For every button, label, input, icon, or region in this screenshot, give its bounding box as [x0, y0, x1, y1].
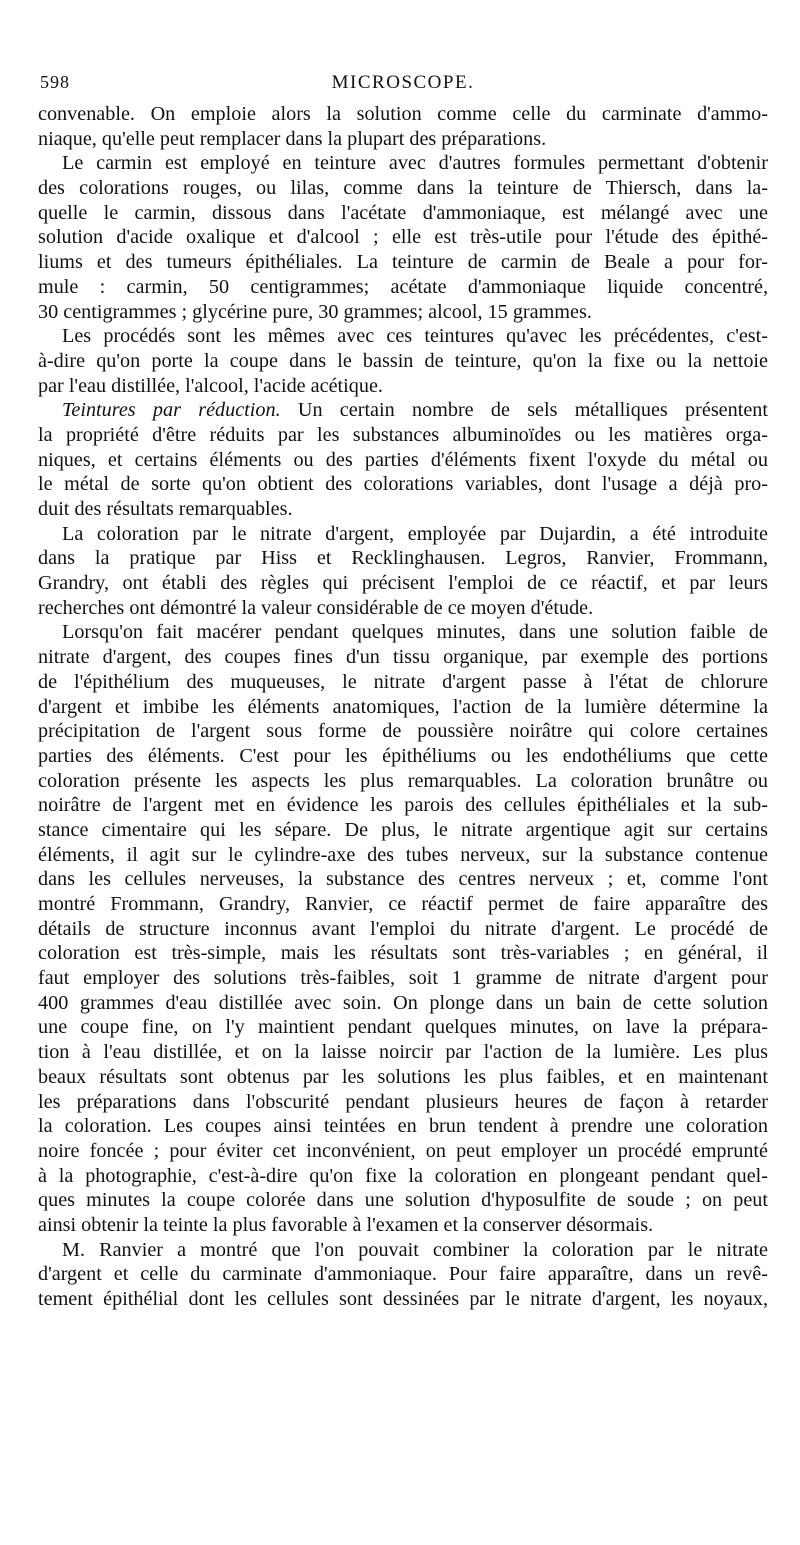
text-run: Un certain nombre de sels métalliques présentent: [280, 399, 768, 422]
text-line: détails de structure inconnus avant l'emploi du nitrate d'argent. Le procédé de: [38, 917, 768, 940]
text-line: dans les cellules nerveuses, la substance des centres nerveux ; et, comme l'ont: [38, 868, 768, 891]
text-line: par l'eau distillée, l'alcool, l'acide acétique.: [38, 374, 383, 397]
text-line: tion à l'eau distillée, et on la laisse noircir par l'action de la lumière. Les plus: [38, 1041, 768, 1064]
text-line: liums et des tumeurs épithéliales. La teinture de carmin de Beale a pour for-: [38, 251, 768, 274]
text-line: le métal de sorte qu'on obtient des colorations variables, dont l'usage a déjà pro-: [38, 473, 768, 496]
text-line: dans la pratique par Hiss et Recklinghausen. Legros, Ranvier, Frommann,: [38, 547, 768, 570]
text-line: montré Frommann, Grandry, Ranvier, ce réactif permet de faire apparaître des: [38, 893, 768, 915]
text-line: coloration présente les aspects les plus remarquables. La coloration brunâtre ou: [38, 769, 768, 792]
text-line: niques, et certains éléments ou des parties d'éléments fixent l'oxyde du métal ou: [38, 448, 768, 471]
text-line: stance cimentaire qui les sépare. De plus, le nitrate argentique agit sur certains: [38, 818, 768, 841]
text-line: La coloration par le nitrate d'argent, employée par Dujardin, a été introduite: [62, 522, 768, 545]
text-line: beaux résultats sont obtenus par les solutions les plus faibles, et en maintenant: [38, 1065, 768, 1088]
text-line: M. Ranvier a montré que l'on pouvait combiner la coloration par le nitrate: [62, 1238, 768, 1261]
text-line: à-dire qu'on porte la coupe dans le bassin de teinture, qu'on la fixe ou la nettoie: [38, 349, 768, 372]
text-line: Lorsqu'on fait macérer pendant quelques minutes, dans une solution faible de: [62, 621, 768, 644]
text-line: 30 centigrammes ; glycérine pure, 30 grammes; alcool, 15 grammes.: [38, 300, 592, 323]
text-line: éléments, il agit sur le cylindre-axe des tubes nerveux, sur la substance contenue: [38, 843, 768, 866]
italic-heading: Teintures par réduction.: [62, 399, 281, 422]
text-line: mule : carmin, 50 centigrammes; acétate d'ammoniaque liquide concentré,: [38, 275, 768, 298]
text-line: ques minutes la coupe colorée dans une solution d'hyposulfite de soude ; on peut: [38, 1189, 768, 1212]
text-line: la coloration. Les coupes ainsi teintées en brun tendent à prendre une coloration: [38, 1115, 768, 1138]
text-line: à la photographie, c'est-à-dire qu'on fixe la coloration en plongeant pendant quel-: [38, 1164, 768, 1187]
text-line: parties des éléments. C'est pour les épithéliums ou les endothéliums que cette: [38, 744, 768, 767]
text-line: noirâtre de l'argent met en évidence les parois des cellules épithéliales et la sub-: [38, 794, 768, 817]
text-line: la propriété d'être réduits par les substances albuminoïdes ou les matières orga-: [38, 423, 768, 446]
text-line: quelle le carmin, dissous dans l'acétate d'ammoniaque, est mélangé avec une: [38, 201, 768, 224]
page-number: 598: [40, 72, 70, 92]
text-line: les préparations dans l'obscurité pendant plusieurs heures de façon à retarder: [38, 1090, 768, 1113]
text-line: 400 grammes d'eau distillée avec soin. On plonge dans un bain de cette solution: [38, 991, 768, 1014]
text-line: des colorations rouges, ou lilas, comme dans la teinture de Thiersch, dans la-: [38, 177, 768, 200]
text-line: d'argent et imbibe les éléments anatomiques, l'action de la lumière détermine la: [38, 695, 768, 718]
body-text: [38, 102, 768, 1312]
text-line: Le carmin est employé en teinture avec d'autres formules permettant d'obtenir: [62, 152, 768, 175]
text-line: Grandry, ont établi des règles qui précisent l'emploi de ce réactif, et par leurs: [38, 572, 768, 595]
text-line: ainsi obtenir la teinte la plus favorable à l'examen et la conserver désormais.: [38, 1213, 654, 1236]
text-line: duit des résultats remarquables.: [38, 498, 293, 520]
text-line: nitrate d'argent, des coupes fines d'un tissu organique, par exemple des portions: [38, 646, 768, 669]
text-line: d'argent et celle du carminate d'ammoniaque. Pour faire apparaître, dans un revê-: [38, 1263, 768, 1286]
running-title: MICROSCOPE.: [331, 72, 475, 93]
text-line: Les procédés sont les mêmes avec ces teintures qu'avec les précédentes, c'est-: [62, 325, 768, 348]
text-line: tement épithélial dont les cellules sont dessinées par le nitrate d'argent, les noyaux,: [38, 1288, 768, 1310]
text-line: recherches ont démontré la valeur considérable de ce moyen d'étude.: [38, 596, 594, 619]
text-line: niaque, qu'elle peut remplacer dans la plupart des préparations.: [38, 127, 547, 150]
text-line: coloration est très-simple, mais les résultats sont très-variables ; en général, il: [38, 942, 768, 965]
text-line: une coupe fine, on l'y maintient pendant quelques minutes, on lave la prépara-: [38, 1016, 768, 1039]
document-page: [38, 62, 768, 1312]
text-line: convenable. On emploie alors la solution comme celle du carminate d'ammo-: [38, 103, 768, 125]
text-line: précipitation de l'argent sous forme de poussière noirâtre qui colore certaines: [38, 720, 768, 743]
page-header: [38, 62, 768, 102]
text-line: solution d'acide oxalique et d'alcool ; elle est très-utile pour l'étude des épithé-: [38, 226, 768, 249]
text-line: noire foncée ; pour éviter cet inconvénient, on peut employer un procédé emprunté: [38, 1139, 768, 1162]
text-line: faut employer des solutions très-faibles, soit 1 gramme de nitrate d'argent pour: [38, 967, 768, 990]
text-line: de l'épithélium des muqueuses, le nitrate d'argent passe à l'état de chlorure: [38, 670, 768, 693]
text-line: [38, 398, 768, 423]
